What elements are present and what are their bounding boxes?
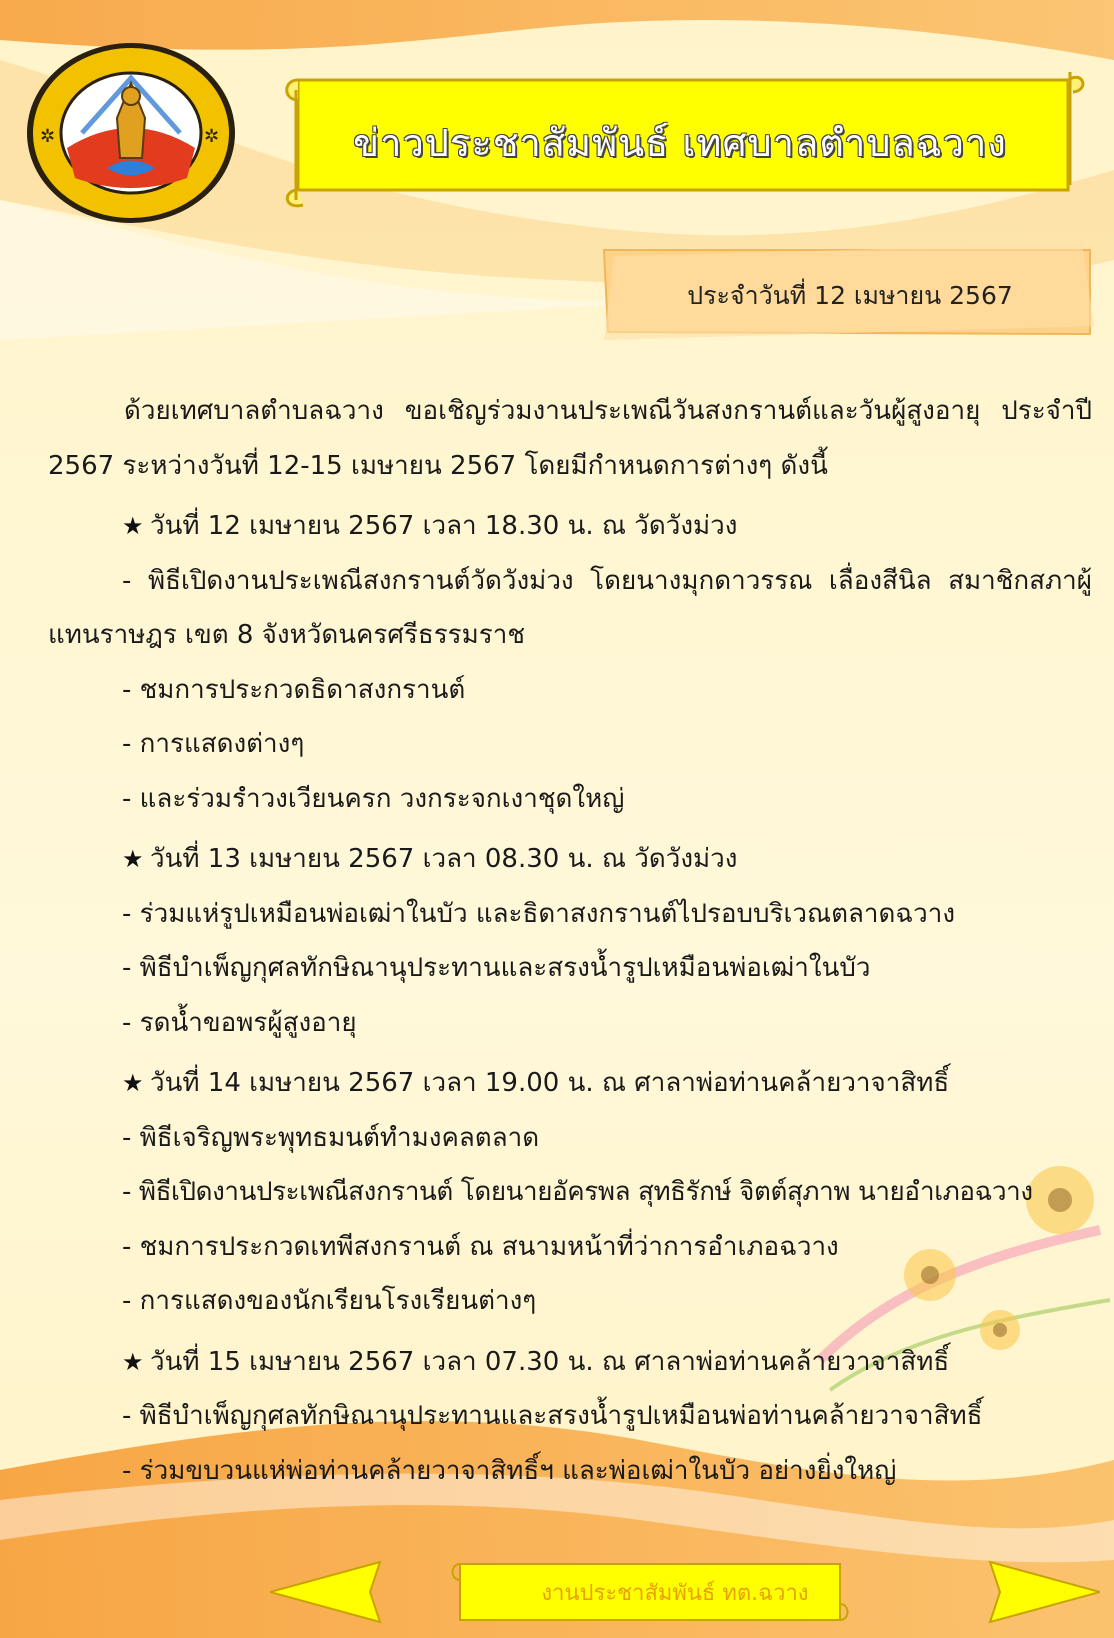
list-item: - พิธีเปิดงานประเพณีสงกรานต์วัดวังม่วง โดยนางมุกดาวรรณ เลื่องสีนิล สมาชิกสภาผู้แทนราษฎร เขต 8 จังหวัดนครศรีธรรมราช (48, 565, 1092, 650)
announcement-date: ประจำวันที่ 12 เมษายน 2567 (687, 281, 1013, 310)
star-icon: ★ (122, 1069, 144, 1097)
svg-text:✲: ✲ (40, 126, 56, 147)
star-icon: ★ (122, 1347, 144, 1376)
day-heading: ★ วันที่ 12 เมษายน 2567 เวลา 18.30 น. ณ วัดวังม่วง (48, 499, 1092, 554)
star-icon: ★ (122, 512, 144, 540)
footer-credit: งานประชาสัมพันธ์ ทต.ฉวาง (541, 1581, 809, 1606)
list-item: - รดน้ำขอพรผู้สูงอายุ (122, 1007, 357, 1038)
list-item: - ชมการประกวดเทพีสงกรานต์ ณ สนามหน้าที่ว่าการอำเภอฉวาง (122, 1231, 839, 1262)
announcement-body (48, 384, 1092, 1498)
day-heading: ★ วันที่ 13 เมษายน 2567 เวลา 08.30 น. ณ วัดวังม่วง (48, 832, 1092, 887)
municipal-seal-logo (22, 38, 240, 228)
page-title: ข่าวประชาสัมพันธ์ เทศบาลตำบลฉวาง (353, 121, 1007, 165)
list-item: - การแสดงของนักเรียนโรงเรียนต่างๆ (122, 1286, 537, 1316)
list-item: - พิธีเจริญพระพุทธมนต์ทำมงคลตลาด (122, 1122, 540, 1153)
list-item: - ชมการประกวดธิดาสงกรานต์ (122, 674, 466, 705)
day-heading: ★ วันที่ 15 เมษายน 2567 เวลา 07.30 น. ณ ศาลาพ่อท่านคล้ายวาจาสิทธิ์ (48, 1335, 1092, 1390)
list-item: - พิธีเปิดงานประเพณีสงกรานต์ โดยนายอัครพล สุทธิรักษ์ จิตต์สุภาพ นายอำเภอฉวาง (122, 1177, 1033, 1207)
list-item: - ร่วมขบวนแห่พ่อท่านคล้ายวาจาสิทธิ์ฯ และพ่อเฒ่าในบัว อย่างยิ่งใหญ่ (122, 1455, 897, 1486)
list-item: - พิธีบำเพ็ญกุศลทักษิณานุประทานและสรงน้ำรูปเหมือนพ่อท่านคล้ายวาจาสิทธิ์ (122, 1401, 983, 1431)
star-icon: ★ (122, 845, 144, 873)
list-item: - ร่วมแห่รูปเหมือนพ่อเฒ่าในบัว และธิดาสงกรานต์ไปรอบบริเวณตลาดฉวาง (122, 898, 956, 929)
list-item: - และร่วมรำวงเวียนครก วงกระจกเงาชุดใหญ่ (122, 783, 625, 814)
svg-text:✲: ✲ (204, 126, 220, 147)
list-item: - การแสดงต่างๆ (122, 729, 305, 759)
list-item: - พิธีบำเพ็ญกุศลทักษิณานุประทานและสรงน้ำรูปเหมือนพ่อเฒ่าในบัว (122, 953, 871, 983)
day-heading: ★ วันที่ 14 เมษายน 2567 เวลา 19.00 น. ณ ศาลาพ่อท่านคล้ายวาจาสิทธิ์ (48, 1056, 1092, 1111)
intro-paragraph: ด้วยเทศบาลตำบลฉวาง ขอเชิญร่วมงานประเพณีวันสงกรานต์และวันผู้สูงอายุ ประจำปี 2567 ระหว่างวันที่ 12-15 เมษายน 2567 โดยมีกำหนดการต่างๆ ดังนี้ (48, 396, 1092, 481)
